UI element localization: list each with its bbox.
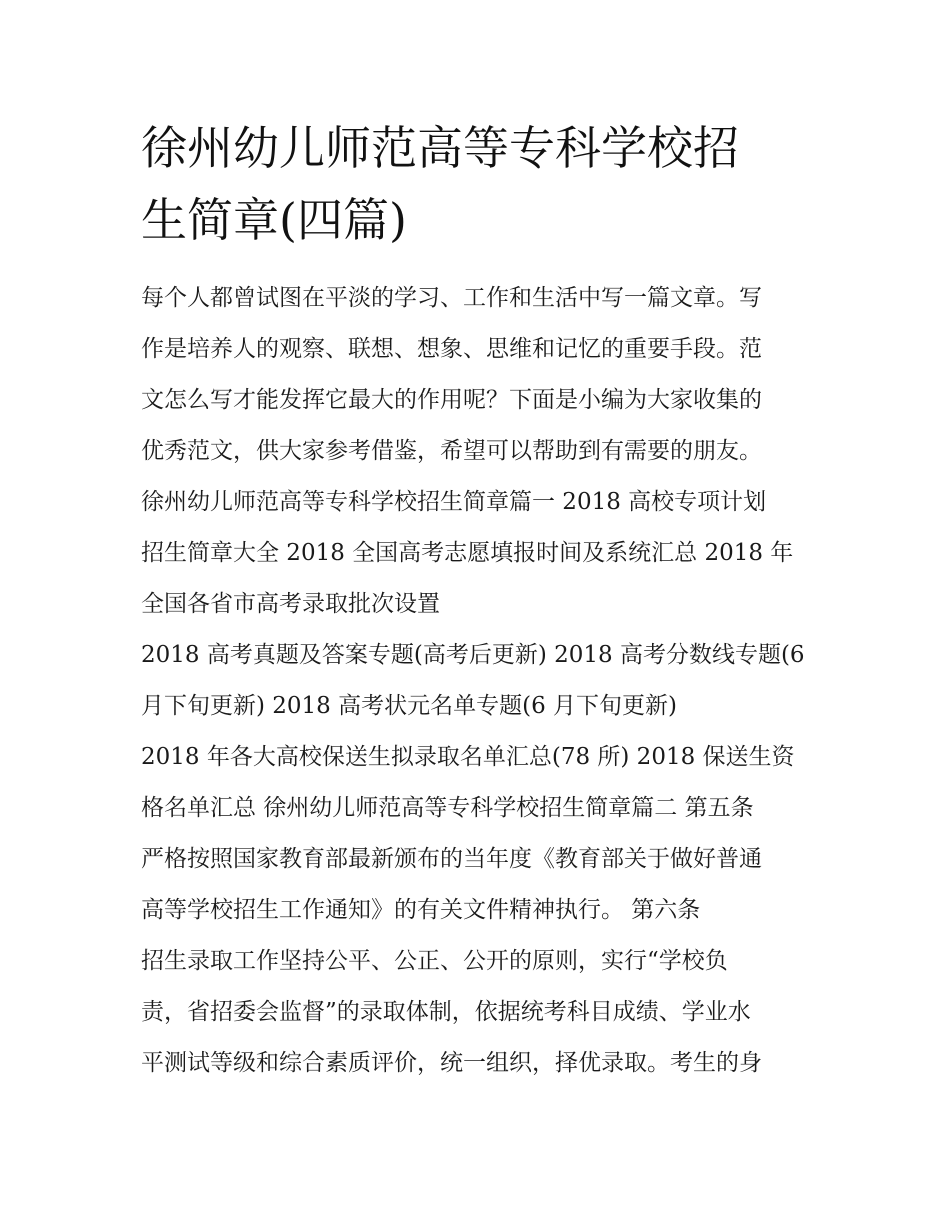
title-line-2: 生简章(四篇)	[141, 193, 407, 247]
body-line: 月下旬更新) 2018 高考状元名单专题(6 月下旬更新)	[141, 693, 678, 719]
body-line: 招生简章大全 2018 全国高考志愿填报时间及系统汇总 2018 年	[141, 540, 794, 566]
body-line: 招生录取工作坚持公平、公正、公开的原则，实行“学校负	[141, 948, 728, 974]
body-line: 严格按照国家教育部最新颁布的当年度《教育部关于做好普通	[141, 846, 762, 872]
body-line: 徐州幼儿师范高等专科学校招生简章篇一 2018 高校专项计划	[141, 489, 767, 515]
body-line: 全国各省市高考录取批次设置	[141, 591, 440, 617]
body-line: 2018 高考真题及答案专题(高考后更新) 2018 高考分数线专题(6	[141, 642, 805, 668]
document-title	[141, 112, 821, 256]
body-line: 文怎么写才能发挥它最大的作用呢？下面是小编为大家收集的	[141, 387, 762, 413]
body-line: 格名单汇总 徐州幼儿师范高等专科学校招生简章篇二 第五条	[141, 795, 754, 821]
body-line: 责，省招委会监督”的录取体制，依据统考科目成绩、学业水	[141, 999, 751, 1025]
body-line: 平测试等级和综合素质评价，统一组织，择优录取。考生的身	[141, 1050, 762, 1076]
body-line: 每个人都曾试图在平淡的学习、工作和生活中写一篇文章。写	[141, 285, 762, 311]
body-line: 高等学校招生工作通知》的有关文件精神执行。 第六条	[141, 897, 701, 923]
document-body	[141, 273, 821, 1089]
body-line: 2018 年各大高校保送生拟录取名单汇总(78 所) 2018 保送生资	[141, 744, 795, 770]
body-line: 作是培养人的观察、联想、想象、思维和记忆的重要手段。范	[141, 336, 762, 362]
title-line-1: 徐州幼儿师范高等专科学校招	[141, 121, 739, 175]
body-line: 优秀范文，供大家参考借鉴，希望可以帮助到有需要的朋友。	[141, 438, 762, 464]
document-page	[141, 112, 821, 1089]
